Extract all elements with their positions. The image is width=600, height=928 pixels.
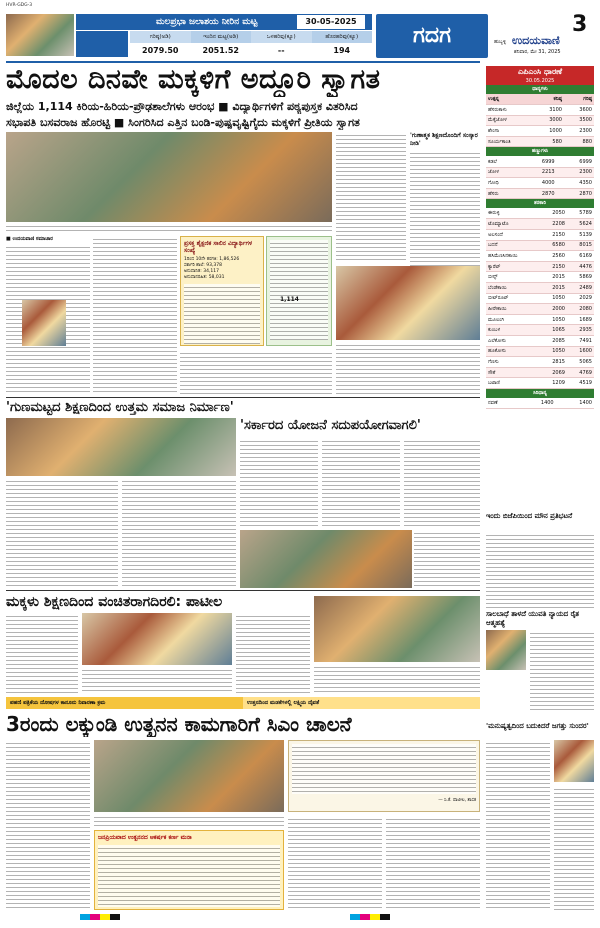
min: 2870 [519, 188, 556, 199]
govt-body-col-1 [240, 438, 318, 528]
max: 1400 [556, 398, 594, 409]
quality-body-col-2 [122, 478, 236, 586]
item: ಹೆಸರು [486, 188, 519, 199]
max: 2870 [557, 188, 594, 199]
right-body-1 [486, 532, 594, 608]
market-row [486, 398, 594, 409]
right-bottom-body-1 [486, 740, 550, 910]
min: 580 [534, 136, 564, 147]
market-table-2 [486, 156, 594, 199]
max: 5624 [567, 219, 594, 230]
item: ಬದನೆ [486, 240, 540, 251]
market-row [486, 208, 594, 219]
market-row [486, 115, 594, 126]
market-row [486, 156, 594, 167]
min: 2208 [540, 219, 567, 230]
box-lines [184, 257, 260, 281]
side-box-body [270, 240, 328, 340]
sub-box-body [98, 845, 280, 907]
item: ನವಣೆ [486, 398, 517, 409]
side-box [266, 236, 332, 346]
item: ಮೆಕ್ಕೆಜೋಳ [486, 115, 534, 126]
patil-photo [82, 613, 232, 665]
max: 4769 [567, 367, 594, 378]
min: 2000 [540, 304, 567, 315]
market-row [486, 261, 594, 272]
quote-body [292, 744, 476, 794]
sub-box [94, 830, 284, 910]
item: ಸೌತೆ [486, 367, 540, 378]
registration-marks-left [80, 914, 120, 920]
bottom-body-col-1 [6, 740, 90, 910]
paper-prefix: ಹುಬ್ಬಳ್ಳಿ [494, 39, 507, 45]
market-title: ಎಪಿಎಂಸಿ ಧಾರಣೆ [486, 66, 594, 78]
quote-author: — ಸಿ.ಕೆ. ಪಾಟೀಲ, ಶಾಸಕ [438, 798, 476, 803]
market-table-1 [486, 94, 594, 147]
event-photo [314, 596, 480, 662]
item: ಟೊಮ್ಯಾಟೊ [486, 219, 540, 230]
level-label: ಒಳಹರಿವು(ಕ್ಯೂ) [251, 31, 312, 43]
item: ಅಲಸಂದೆ [486, 230, 540, 241]
min: 1065 [540, 325, 567, 336]
min: 2069 [540, 367, 567, 378]
market-row [486, 105, 594, 116]
max: 8015 [567, 240, 594, 251]
item: ಕುಂಬಳ [486, 325, 540, 336]
right-body-2 [530, 630, 594, 710]
rule [6, 590, 480, 591]
market-section: ಧಾನ್ಯಗಳು [486, 85, 594, 94]
edition-date: ಶನಿವಾರ, ಮೇ 31, 2025 [514, 49, 561, 55]
paper-name: ಉದಯವಾಣಿ [512, 34, 560, 47]
teaching-photo [336, 266, 480, 340]
lead-byline: ■ ಉದಯವಾಣಿ ಸಮಾಚಾರ [6, 236, 53, 242]
max: 2029 [567, 293, 594, 304]
market-row [486, 283, 594, 294]
govt-body-col-2 [322, 438, 400, 528]
page-number: 3 [572, 12, 588, 37]
right-bottom-body-2 [554, 786, 594, 910]
item: ಬೀನ್ಸ್ [486, 272, 540, 283]
market-row [486, 272, 594, 283]
govt-body-col-4 [414, 530, 480, 588]
market-row [486, 304, 594, 315]
market-row [486, 293, 594, 304]
market-row [486, 219, 594, 230]
teaching-caption [336, 342, 480, 394]
col-head: ಗರಿಷ್ಠ [564, 94, 594, 105]
min: 1050 [540, 346, 567, 357]
market-table-4 [486, 398, 594, 409]
market-row [486, 314, 594, 325]
patil-caption [82, 667, 232, 693]
box-line: 1ರಿಂದ 10ನೇ ತರಗತಿ: 1,86,526 [184, 257, 240, 262]
dam-banner-title: ಮಲಪ್ರಭಾ ಜಲಾಶಯ ನೀರಿನ ಮಟ್ಟ [156, 17, 258, 27]
item: ಬೀಟ್‌ರೂಟ್ [486, 293, 540, 304]
max: 5869 [567, 272, 594, 283]
level-label: ಇಂದಿನ ಮಟ್ಟ(ಅಡಿ) [191, 31, 252, 43]
min: 2085 [540, 335, 567, 346]
market-row [486, 378, 594, 389]
right-headline-1: ಇಂದು ಬಿಜೆಪಿಯಿಂದ ಮೌನ ಪ್ರತಿಭಟನೆ [486, 512, 573, 520]
student-count-box [180, 236, 264, 346]
right-bottom-headline: 'ಮನುಷ್ಯತ್ವದಿಂದ ಬದುಕಿದರೆ ಜಗತ್ತು ಸುಂದರ' [486, 722, 589, 730]
market-row [486, 346, 594, 357]
market-row [486, 230, 594, 241]
market-row [486, 335, 594, 346]
lead-figure-callout: 1,114 [280, 296, 299, 303]
max: 3600 [564, 105, 594, 116]
dam-level-labels [130, 31, 372, 43]
market-row [486, 167, 594, 178]
lead-photo [6, 132, 332, 222]
min: 1050 [540, 314, 567, 325]
level-value: -- [277, 46, 285, 55]
bottom-photo-caption [94, 814, 284, 826]
patil-headline: ಮಕ್ಕಳು ಶಿಕ್ಷಣದಿಂದ ವಂಚಿತರಾಗದಿರಲಿ: ಪಾಟೀಲ [6, 594, 223, 610]
max: 2300 [557, 167, 594, 178]
max: 2080 [567, 304, 594, 315]
market-row [486, 126, 594, 137]
box-line: ಸರ್ಕಾರಿ ಶಾಲೆ: 93,378 [184, 263, 222, 268]
market-row [486, 178, 594, 189]
max: 3500 [564, 115, 594, 126]
city-name: ಗದಗ [412, 23, 452, 48]
market-row [486, 357, 594, 368]
max: 1600 [567, 346, 594, 357]
box-title: ಪ್ರಸಕ್ತ ಶೈಕ್ಷಣಿಕ ಸಾಲಿನ ವಿದ್ಯಾರ್ಥಿಗಳ ಸಂಖ್ಯೆ [184, 240, 253, 254]
col-head: ಕನಿಷ್ಠ [534, 94, 564, 105]
box-line: ಅನುದಾನರಹಿತ: 58,031 [184, 275, 225, 280]
item: ಹೂಕೋಸು [486, 346, 540, 357]
right-bottom-photo [554, 740, 594, 782]
max: 4519 [567, 378, 594, 389]
item: ಗೆಣಸು [486, 357, 540, 368]
dam-level-values [130, 44, 372, 57]
bottom-photo [94, 740, 284, 812]
lead-inset-photo [22, 300, 66, 346]
item: ಈರುಳ್ಳಿ [486, 208, 540, 219]
max: 5139 [567, 230, 594, 241]
market-table-3 [486, 208, 594, 389]
min: 2150 [540, 230, 567, 241]
lead-deck-1: ಜಿಲ್ಲೆಯ 1,114 ಕಿರಿಯ-ಹಿರಿಯ-ಪ್ರೌಢಶಾಲೆಗಳು ಆರಂಭ ■ ವಿದ್ಯಾರ್ಥಿಗಳಿಗೆ ಪಠ್ಯಪುಸ್ತಕ ವಿತರಿಸಿದ [6, 100, 358, 113]
lead-body-bottom [180, 350, 332, 394]
min: 4000 [519, 178, 556, 189]
box-line: ಅನುದಾನಿತ: 34,117 [184, 269, 219, 274]
max: 2935 [567, 325, 594, 336]
rule [6, 397, 480, 398]
market-row [486, 136, 594, 147]
min: 1050 [540, 293, 567, 304]
bottom-body-col-2 [288, 816, 382, 910]
min: 2150 [540, 261, 567, 272]
masthead-photo [6, 14, 74, 56]
govt-headline: 'ಸರ್ಕಾರದ ಯೋಜನೆ ಸದುಪಯೋಗವಾಗಲಿ' [240, 418, 421, 433]
max: 5065 [567, 357, 594, 368]
strip-right: ಉತ್ತನದಿಂದ ಮಡಕೆಗಳಲ್ಲಿ ಲಕ್ಷ್ಮಿಯ ದೈವತೆ [247, 700, 320, 706]
quote-box [288, 740, 480, 812]
col-head: ಉತ್ಪನ್ನ [486, 94, 534, 105]
lead-headline: ಮೊದಲ ದಿನವೇ ಮಕ್ಕಳಿಗೆ ಅದ್ದೂರಿ ಸ್ವಾಗತ [6, 64, 381, 95]
city-banner [376, 14, 488, 58]
min: 1209 [540, 378, 567, 389]
market-col-heads [486, 94, 594, 105]
max: 7491 [567, 335, 594, 346]
min: 2815 [540, 357, 567, 368]
page-slug: HVR-GDG-3 [6, 3, 33, 8]
dam-icon-block [76, 31, 128, 57]
max: 4476 [567, 261, 594, 272]
max: 4350 [557, 178, 594, 189]
quality-headline: 'ಗುಣಮಟ್ಟದ ಶಿಕ್ಷಣದಿಂದ ಉತ್ತಮ ಸಮಾಜ ನಿರ್ಮಾಣ' [6, 400, 234, 415]
right-photo [486, 630, 526, 670]
strip-left: ಪಹಣಿ ಪತ್ರಿಕೆಯ ದೋಷಗಳ ಕಾನೂನು ನಿವಾರಣಾ ಕ್ರಮ [6, 697, 243, 709]
market-row [486, 367, 594, 378]
item: ಕಡಲೆ [486, 156, 519, 167]
market-box [486, 66, 594, 409]
item: ಕ್ಯಾರೆಟ್ [486, 261, 540, 272]
min: 3100 [534, 105, 564, 116]
market-row [486, 251, 594, 262]
govt-photo [240, 530, 412, 588]
item: ಬಟಾಣಿ [486, 378, 540, 389]
item: ಬೆಂಡೆಕಾಯಿ [486, 283, 540, 294]
item: ಮೂಲಂಗಿ [486, 314, 540, 325]
max: 6999 [557, 156, 594, 167]
market-section: ತರಕಾರಿ [486, 199, 594, 208]
quality-photo [6, 418, 236, 476]
patil-body-col-1 [6, 613, 78, 693]
strip-bar [6, 697, 480, 709]
max: 880 [564, 136, 594, 147]
item: ಹಸಿಮೆಣಸಿನಕಾಯಿ [486, 251, 540, 262]
patil-body-col-2 [236, 613, 310, 693]
lead-body-col-3 [336, 132, 406, 262]
level-label: ಹೊರಹರಿವು(ಕ್ಯೂ) [312, 31, 373, 43]
masthead-date: 30-05-2025 [296, 14, 366, 30]
quality-body-col-1 [6, 478, 118, 586]
min: 3000 [534, 115, 564, 126]
max: 6169 [567, 251, 594, 262]
item: ಹೀರೇಕಾಯಿ [486, 304, 540, 315]
market-date: 30.05.2025 [486, 78, 594, 85]
min: 2560 [540, 251, 567, 262]
market-row [486, 325, 594, 336]
min: 1000 [534, 126, 564, 137]
lead-deck-2: ಸಭಾಪತಿ ಬಸವರಾಜ ಹೊರಟ್ಟಿ ■ ಸಿಂಗರಿಸಿದ ಎತ್ತಿನ ಬಂಡಿ-ಪುಷ್ಪವೃಷ್ಟಿಗೈದು ಮಕ್ಕಳಿಗೆ ಪ್ರೀತಿಯ ಸ್ವಾಗತ [6, 116, 360, 129]
item: ಹೆಸರುಕಾಳು [486, 105, 534, 116]
min: 2015 [540, 272, 567, 283]
box-body [184, 284, 260, 344]
min: 2213 [519, 167, 556, 178]
level-value: 2051.52 [202, 46, 239, 55]
right-headline-2: ಸಾಲಬಾಧೆ ತಾಳದೆ ಯುವತಿ ನ್ಯಾಯದ ರೈತ ಆತ್ಮಹತ್ಯೆ [486, 610, 580, 627]
level-label: ಗರಿಷ್ಠ(ಅಡಿ) [130, 31, 191, 43]
max: 5789 [567, 208, 594, 219]
item: ಗೋಧಿ [486, 178, 519, 189]
market-section: ಹಣ್ಣುಗಳು [486, 147, 594, 156]
teaching-headline: 'ಗುಣಾತ್ಮಕ ಶಿಕ್ಷಣದೊಂದಿಗೆ ಸಂಸ್ಕಾರ ನೀಡಿ' [410, 132, 478, 147]
level-value: 2079.50 [142, 46, 179, 55]
registration-marks-right [350, 914, 390, 920]
max: 2300 [564, 126, 594, 137]
item: ಜೋಳ [486, 167, 519, 178]
market-row [486, 188, 594, 199]
lead-body-col-2 [93, 236, 177, 394]
event-caption [314, 664, 480, 693]
bottom-body-col-3 [386, 816, 480, 910]
level-value: 194 [333, 46, 351, 55]
min: 1400 [517, 398, 555, 409]
market-section: ಸಿರಿಧಾನ್ಯ [486, 389, 594, 398]
bottom-lead-headline: 3ರಂದು ಲಕ್ಕುಂಡಿ ಉತ್ಖನನ ಕಾಮಗಾರಿಗೆ ಸಿಎಂ ಚಾಲನೆ [6, 712, 352, 736]
govt-body-col-3 [404, 438, 480, 528]
min: 2050 [540, 208, 567, 219]
min: 6999 [519, 156, 556, 167]
item: ಶೇಂಗಾ [486, 126, 534, 137]
item: ಸೂರ್ಯಕಾಂತಿ [486, 136, 534, 147]
min: 6580 [540, 240, 567, 251]
min: 2015 [540, 283, 567, 294]
lead-photo-caption [6, 223, 332, 233]
sub-box-headline: ಜನಪ್ರಿಯವಾದ ಉತ್ಖನನದ ಆಕರ್ಷಕ ಕರ್ಣ ಮನಾ [98, 834, 192, 841]
market-row [486, 240, 594, 251]
item: ಎಲೆಕೋಸು [486, 335, 540, 346]
max: 1689 [567, 314, 594, 325]
max: 2489 [567, 283, 594, 294]
